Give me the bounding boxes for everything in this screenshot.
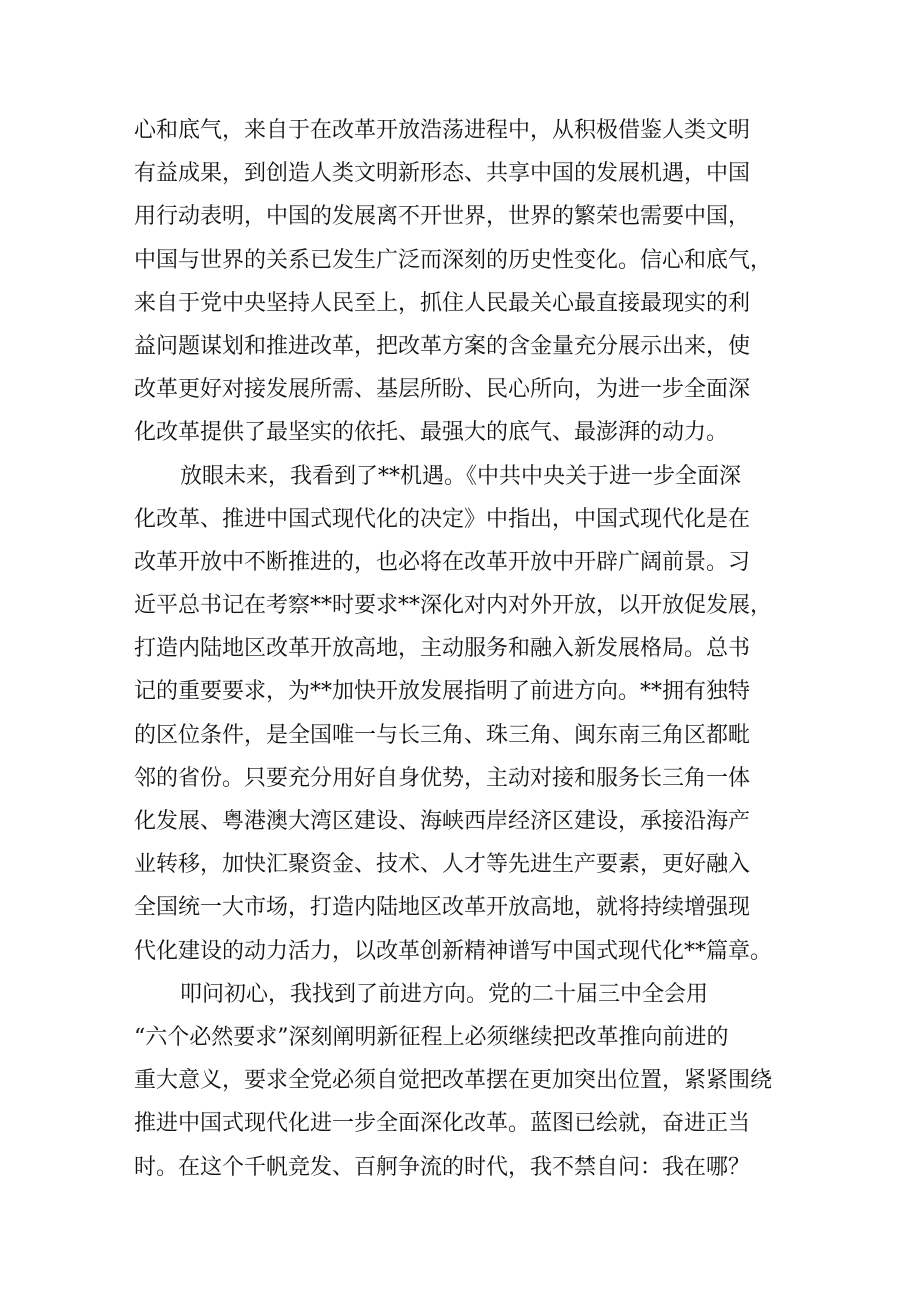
text-line: 记的重要要求，为**加快开放发展指明了前进方向。**拥有独特 — [134, 679, 751, 705]
text-line: 的区位条件，是全国唯一与长三角、珠三角、闽东南三角区都毗 — [134, 722, 751, 748]
text-line: 来自于党中央坚持人民至上，抓住人民最关心最直接最现实的利 — [134, 290, 751, 316]
text-line: 打造内陆地区改革开放高地，主动服务和融入新发展格局。总书 — [134, 636, 751, 662]
text-line: 推进中国式现代化进一步全面深化改革。蓝图已绘就，奋进正当 — [134, 1111, 751, 1137]
text-line: 业转移，加快汇聚资金、技术、人才等先进生产要素，更好融入 — [134, 852, 751, 878]
text-line: 化改革提供了最坚实的依托、最强大的底气、最澎湃的动力。 — [134, 420, 729, 446]
text-line: 用行动表明，中国的发展离不开世界，世界的繁荣也需要中国， — [134, 204, 751, 230]
text-line: 化发展、粤港澳大湾区建设、海峡西岸经济区建设，承接沿海产 — [134, 809, 751, 834]
text-line: 益问题谋划和推进改革，把改革方案的含金量充分展示出来，使 — [134, 333, 751, 359]
text-line: 邻的省份。只要充分用好自身优势，主动对接和服务长三角一体 — [134, 765, 751, 791]
text-line: 有益成果，到创造人类文明新形态、共享中国的发展机遇，中国 — [134, 161, 751, 187]
text-line: 改革开放中不断推进的，也必将在改革开放中开辟广阔前景。习 — [134, 549, 751, 575]
text-line: “六个必然要求”深刻阐明新征程上必须继续把改革推向前进的 — [134, 1024, 729, 1050]
document-body — [134, 109, 800, 1189]
text-line: 重大意义，要求全党必须自觉把改革摆在更加突出位置，紧紧围绕 — [134, 1068, 773, 1094]
paragraph-start-line: 叩问初心，我找到了前进方向。党的二十届三中全会用 — [180, 981, 709, 1007]
text-line: 代化建设的动力活力，以改革创新精神谱写中国式现代化**篇章。 — [134, 938, 773, 964]
text-line: 心和底气，来自于在改革开放浩荡进程中，从积极借鉴人类文明 — [134, 118, 751, 143]
text-line: 中国与世界的关系已发生广泛而深刻的历史性变化。信心和底气， — [134, 247, 773, 273]
text-line: 全国统一大市场，打造内陆地区改革开放高地，就将持续增强现 — [134, 895, 751, 921]
text-line: 改革更好对接发展所需、基层所盼、民心所向，为进一步全面深 — [134, 377, 751, 403]
text-line: 近平总书记在考察**时要求**深化对内对外开放，以开放促发展， — [134, 593, 773, 619]
text-line: 时。在这个千帆竞发、百舸争流的时代，我不禁自问：我在哪？ — [134, 1154, 751, 1180]
paragraph-start-line: 放眼未来，我看到了**机遇。《中共中央关于进一步全面深 — [180, 463, 742, 489]
text-line: 化改革、推进中国式现代化的决定》中指出，中国式现代化是在 — [134, 506, 751, 532]
